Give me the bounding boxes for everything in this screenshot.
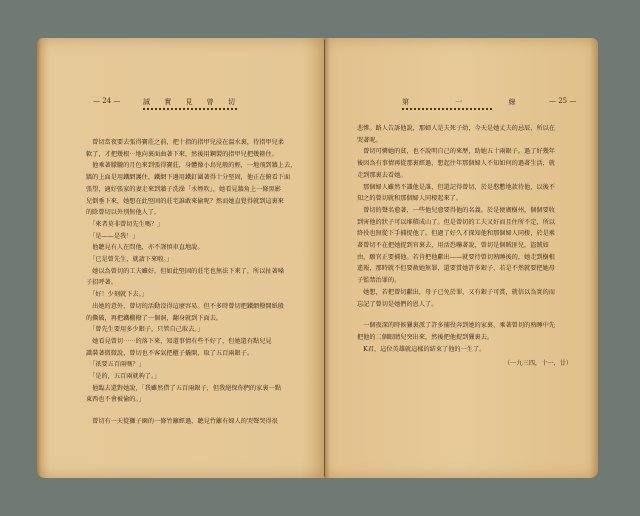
text-line: 曾切的聲名愈著，一些他兒愈要得他的名義。於是便廣樹州，個個要收 — [357, 206, 555, 214]
text-line: 他乘著朦朧的月色來到張得寶莊，身體像小鳥兒般的輕，一地飛到牆上去， — [86, 162, 297, 170]
text-line: 識裝著微微說，曾切也不客氣把櫃子撬開，取了五百兩銀子。 — [86, 349, 254, 357]
text-line: 她想，若把曾切獻出，母子已免於罪，又有銀子可賞，就信以為實的而 — [357, 288, 555, 296]
text-line: 子招呼著。 — [86, 279, 117, 287]
text-line: 她以為曾切的工夫雖好，但如此堅固的莊宅也無法下來了，所以扯著嗓 — [86, 267, 284, 275]
text-line: 出她的意外，曾切的活動沒得這麼容易。但不多時曾切把鐵網撥開紙般 — [86, 302, 284, 310]
open-book — [37, 38, 598, 478]
text-line: 忘記了曾切是她們的恩人了。 — [357, 300, 438, 308]
text-line: 到害他的狀子可以堆積成山了。但是曾切的工夫又好而且住所不定，所以 — [357, 218, 555, 226]
text-line: 終役也無從下手捕捉他了。但過了好久才探知他和那個婦人同棲，於是乘 — [357, 230, 555, 238]
text-line: 「祇要五百兩嗎？」 — [86, 361, 145, 369]
text-line: 的撕破，再把鐵棚撥了一個洞，翻身就到下面去。 — [86, 314, 223, 322]
text-line: 著曾切不在把她捉到官裏去，用活恐嚇著說，曾切是個賊匪兒，盜賊如 — [357, 242, 549, 249]
text-line: 哭著呢。 — [357, 136, 382, 144]
right-page — [324, 38, 598, 478]
page-number-right: — 25 — — [549, 97, 577, 105]
text-line: 她看見曾切⋯⋯的落下來，知道事情有些不好了，但她還有點兒見 — [86, 337, 272, 345]
text-line: 張望，適好張家的妻走來到牆子洗澡「水煙吹」，她看見牆角上一條黑影 — [86, 185, 281, 193]
text-line: K君，這位英雄就這樣的結束了他的一生了。 — [357, 345, 486, 353]
text-line: 「好！少刻就下去。」 — [86, 291, 148, 299]
text-line: 牆的上面是用鐵網護住，鐵網下邊用鐵釘圍著得十分堅固，他正在俯看下面 — [86, 174, 291, 182]
text-line: 曾切可憐她的貧，也不說明自己的來歷，助她五十兩銀子。過了好幾年 — [357, 148, 555, 156]
running-title-left: 誠 實 見 曾 切 — [143, 97, 237, 110]
text-line: 「曾先生要用多少銀子，只管自己取去。」 — [86, 326, 204, 334]
text-line: 「是的，五百兩就夠了。」 — [86, 373, 161, 380]
text-line: 東西也不會被偷的。」 — [86, 396, 145, 404]
text-line: 曾切當夜要去張得寶莊之前，把十指的指甲兒浸在溫水裏，待指甲兒柔 — [86, 139, 284, 146]
text-line: 子監禁治罪的。 — [357, 277, 401, 285]
text-line: 那個婦人雖然不識他是誰，但還記得曾切，於是慇懃地款待他，以後不 — [357, 183, 555, 191]
text-line: 「已是曾先生，就請下來啦。」 — [86, 256, 173, 263]
date-line: （一九三四，十一，廿） — [504, 360, 573, 367]
text-line: 一個夜深的時候獵裏派了許多捕役奔到她的家裏，乘著曾切的熟睡中先 — [357, 322, 555, 330]
left-page — [37, 38, 324, 478]
text-line: 曾切有一天從獅子園的一條竹籬經過，聽見竹籬有婦人的哭聲哭得很 — [86, 418, 278, 426]
text-line: 把他的二個眼睛兒突出來，然後把他捉到獵裏去。 — [357, 333, 494, 341]
text-line: 走到那裏去看她。 — [357, 171, 407, 179]
text-line: 他聽見有人在問他，亦不謹慎車直地說。 — [86, 244, 204, 252]
running-title-right: 第 一 線 — [402, 97, 492, 110]
text-line: 悲慘。路人告訴他說，那婦人是夫死子幼，今天是她丈夫的忌辰，所以在 — [357, 125, 555, 132]
text-line: 遙報，那時就不但要赦她無罪，還要賞她許多銀子，若是不然就要把她母 — [357, 265, 555, 273]
text-line: 他臨去還對她說，「我雖然借了五百兩銀子，但我絕保你們的家裏一點 — [86, 384, 281, 392]
text-line: 知之的曾切就和那個婦人同棲起來了。 — [357, 195, 463, 203]
text-line: 兒倒垂下來，她想在此堅固的莊宅誰敢來偷呢？然而她直覺得就到這裏來 — [86, 197, 284, 205]
text-line: 「來者莫非曾切先生嗎？」 — [86, 220, 164, 228]
text-line: 由，願官正要捕他。若肯把他獻出——就要待曾切熟睡後的，她走到樹根 — [357, 253, 555, 261]
text-line: 後因為有事情再從那裏經過，想起往年那個婦人不知如何的過著生活，就 — [357, 160, 555, 168]
text-line: 軟了，才把幾根⋯地向裏面曲著下來，然後用鋼製的指甲兒把幾箍住。 — [86, 150, 278, 158]
text-line: 「是——是我！」 — [86, 232, 139, 240]
text-line: 的除曾切以外別無他人了。 — [86, 209, 161, 217]
page-number-left: — 24 — — [93, 97, 121, 105]
